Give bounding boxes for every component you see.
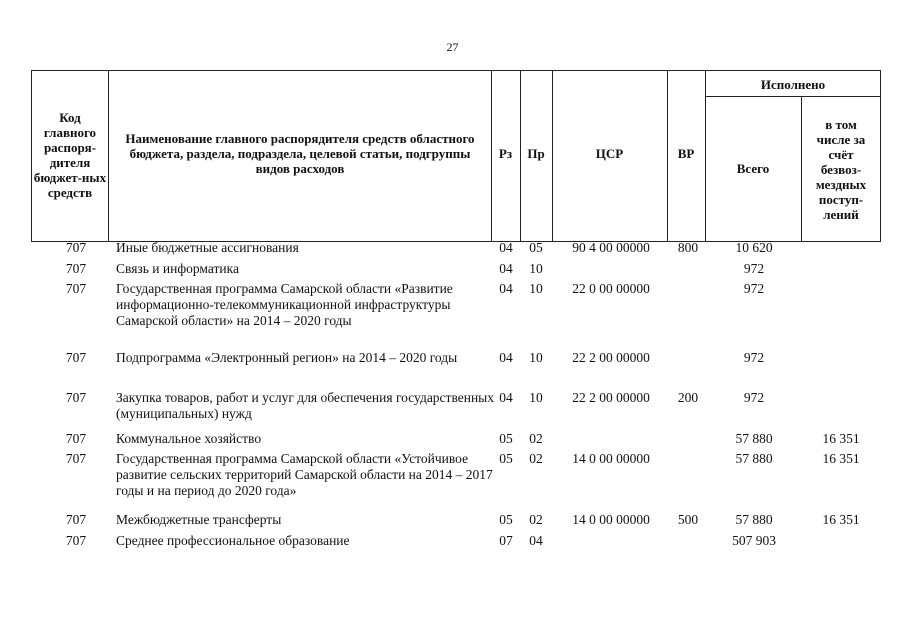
cell-free: 16 351 (822, 451, 860, 466)
cell-csr: 22 2 00 00000 (572, 350, 650, 365)
header-executed: Исполнено (760, 76, 826, 92)
cell-name: Подпрограмма «Электронный регион» на 2014 – 2020 годы (116, 350, 458, 365)
cell-rz: 04 (499, 390, 513, 405)
cell-rz: 04 (499, 240, 513, 255)
header-rz: Рз (498, 145, 513, 161)
cell-total: 972 (743, 350, 765, 365)
header-vr: ВР (677, 145, 695, 161)
cell-rz: 05 (499, 431, 513, 446)
cell-rz: 04 (499, 350, 513, 365)
cell-name: Государственная программа Самарской области «Устойчивое развитие сельских территорий Самарской области на 2014 – 2017 годы и на период до 2020 года» (116, 451, 493, 498)
cell-code: 707 (65, 451, 87, 466)
cell-code: 707 (65, 431, 87, 446)
cell-total: 507 903 (732, 533, 776, 548)
page-number: 27 (446, 40, 459, 54)
cell-vr: 200 (677, 390, 699, 405)
cell-csr: 14 0 00 00000 (572, 512, 650, 527)
cell-free: 16 351 (822, 431, 860, 446)
header-divider (801, 96, 802, 241)
cell-name: Закупка товаров, работ и услуг для обеспечения государственных (муниципальных) нужд (116, 390, 495, 421)
header-code: Код главного распоря-дителя бюджет-ных средств (33, 110, 107, 200)
header-divider (108, 70, 109, 241)
cell-rz: 05 (499, 512, 513, 527)
cell-code: 707 (65, 350, 87, 365)
header-total: Всего (736, 161, 770, 176)
cell-total: 57 880 (735, 512, 773, 527)
cell-name: Государственная программа Самарской области «Развитие информационно-телекоммуникационной инфраструктуры Самарской области» на 2014 – 2020 годы (116, 281, 453, 328)
cell-total: 57 880 (735, 451, 773, 466)
cell-pr: 04 (529, 533, 543, 548)
cell-code: 707 (65, 512, 87, 527)
cell-code: 707 (65, 390, 87, 405)
cell-total: 10 620 (735, 240, 773, 255)
cell-rz: 04 (499, 281, 513, 296)
cell-csr: 22 2 00 00000 (572, 390, 650, 405)
cell-vr: 500 (677, 512, 699, 527)
cell-total: 972 (743, 390, 765, 405)
cell-csr: 22 0 00 00000 (572, 281, 650, 296)
cell-name: Среднее профессиональное образование (116, 533, 350, 548)
cell-total: 972 (743, 261, 765, 276)
cell-pr: 02 (529, 451, 543, 466)
cell-rz: 05 (499, 451, 513, 466)
cell-pr: 10 (529, 390, 543, 405)
cell-csr: 14 0 00 00000 (572, 451, 650, 466)
cell-rz: 07 (499, 533, 513, 548)
cell-total: 57 880 (735, 431, 773, 446)
cell-csr: 90 4 00 00000 (572, 240, 650, 255)
cell-total: 972 (743, 281, 765, 296)
header-free: в том числе за счёт безвоз-мездных поступ-лений (815, 116, 867, 222)
cell-code: 707 (65, 240, 87, 255)
cell-code: 707 (65, 261, 87, 276)
header-csr: ЦСР (595, 145, 624, 161)
cell-name: Межбюджетные трансферты (116, 512, 282, 527)
cell-rz: 04 (499, 261, 513, 276)
header-pr: Пр (527, 145, 545, 161)
cell-pr: 10 (529, 350, 543, 365)
cell-name: Иные бюджетные ассигнования (116, 240, 299, 255)
cell-name: Коммунальное хозяйство (116, 431, 262, 446)
cell-pr: 02 (529, 512, 543, 527)
cell-pr: 05 (529, 240, 543, 255)
cell-pr: 02 (529, 431, 543, 446)
cell-vr: 800 (677, 240, 699, 255)
cell-pr: 10 (529, 281, 543, 296)
cell-free: 16 351 (822, 512, 860, 527)
cell-code: 707 (65, 533, 87, 548)
cell-pr: 10 (529, 261, 543, 276)
cell-code: 707 (65, 281, 87, 296)
cell-name: Связь и информатика (116, 261, 239, 276)
header-name: Наименование главного распорядителя средств областного бюджета, раздела, подраздела, целевой статьи, подгруппы видов расходов (125, 130, 475, 176)
